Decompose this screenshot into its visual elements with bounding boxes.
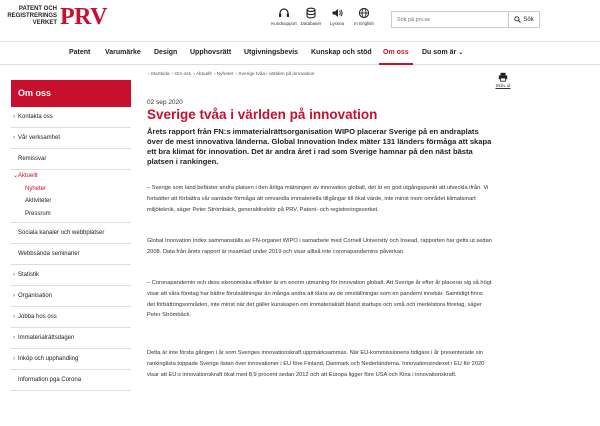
sidebar-item-organisation[interactable] xyxy=(11,286,131,307)
sidebar-item-information-corona[interactable] xyxy=(11,370,131,391)
article-paragraph: – Sverige som land befäster andra platsen i den årliga mätningen av innovation globalt, det är en god utgångspunkt att utveckla ifrån. Vi fortsätter att förbättra vår samlade förmåga att omvandla immateriella tillgångar till ökat värde, inte minst inom området klimatsmart miljöteknik, säger Peter Strömbäck, generaldirektör på PRV, Patent- och registreringsverket. xyxy=(147,185,489,213)
nav-varumarke[interactable]: Varumärke xyxy=(105,49,141,56)
chevron-right-icon: › xyxy=(13,293,15,299)
sidebar-subitem-aktiviteter[interactable]: Aktiviteter xyxy=(25,198,52,204)
chevron-right-icon: › xyxy=(13,314,15,320)
breadcrumb xyxy=(147,72,522,77)
nav-du-som-ar[interactable] xyxy=(422,42,463,64)
sidebar-item-inkop-och-upphandling[interactable] xyxy=(11,349,131,370)
sidebar-item-label: Organisation xyxy=(18,293,53,299)
sidebar-item-label: Statistik xyxy=(18,272,40,278)
nav-du-som-ar-label: Du som är xyxy=(422,49,457,56)
sidebar-item-label: Webbsända seminarier xyxy=(18,251,80,257)
sidebar-item-remissvar[interactable] xyxy=(11,149,131,170)
article-title: Sverige tvåa i världen på innovation xyxy=(147,107,378,122)
breadcrumb-chevron-icon: › xyxy=(171,72,174,77)
search-icon xyxy=(514,16,521,23)
kundsupport-label: Kundsupport xyxy=(271,21,297,26)
printer-icon xyxy=(498,72,508,82)
site-header xyxy=(0,0,600,40)
sidebar-item-kontakta-oss[interactable] xyxy=(11,107,131,128)
in-english-link[interactable] xyxy=(350,7,378,26)
nav-om-oss[interactable]: Om oss xyxy=(383,42,409,64)
sidebar-item-immaterialrattsdagen[interactable] xyxy=(11,328,131,349)
search-button-label: Sök xyxy=(523,16,534,23)
main-content xyxy=(147,72,522,77)
sidebar-item-aktuellt[interactable] xyxy=(11,170,131,183)
article-lead: Årets rapport från FN:s immaterialrättsorganisation WIPO placerar Sverige på en andraplats över de mest innovativa länderna. Global Innovation Index mäter 131 länders förmåga att skapa ett bra klimat för innovation. Det är andra året i rad som Sverige hamnar på den näst bästa platsen i rankingen. xyxy=(147,127,492,166)
sidebar-item-sociala-kanaler[interactable] xyxy=(11,223,131,244)
lyssna-label: Lyssna xyxy=(329,21,345,26)
print-label: Skriv ut xyxy=(495,83,511,88)
kundsupport-link[interactable] xyxy=(270,7,298,26)
sidebar-item-label: Jobba hos oss xyxy=(18,314,57,320)
search-button[interactable] xyxy=(508,11,540,28)
chevron-down-icon: ⌄ xyxy=(13,173,19,179)
headset-icon xyxy=(278,7,290,19)
sidebar-item-label: Vår verksamhet xyxy=(18,135,61,141)
database-icon xyxy=(305,7,317,19)
article-paragraph: – Coronapandemin och dess ekonomiska effekter är en enorm utmaning för innovation globalt. Att Sverige år efter år placerar sig så högt visar att våra företag har bättre förutsättningar än många andra att klara av de omställningar som en pandemi innebär. Samtidigt finns det förbättringsområden, inte minst när det gäller kunskapen om immaterialrätt bland startups och små och medelstora företag, säger Peter Strömbäck. xyxy=(147,280,492,319)
breadcrumb-om-oss[interactable]: Om oss xyxy=(174,72,192,77)
speaker-icon xyxy=(331,7,343,19)
chevron-right-icon: › xyxy=(13,356,15,362)
sidebar-item-label: Remissvar xyxy=(18,156,47,162)
databaser-link[interactable] xyxy=(297,7,325,26)
breadcrumb-chevron-icon: › xyxy=(148,72,150,77)
breadcrumb-aktuellt[interactable]: Aktuellt xyxy=(195,72,212,77)
main-navigation xyxy=(0,41,600,65)
prv-logo[interactable] xyxy=(3,6,107,28)
chevron-right-icon: › xyxy=(13,335,15,341)
search-input[interactable] xyxy=(391,11,508,28)
logo-line-3: VERKET xyxy=(32,20,57,26)
nav-upphovsratt[interactable]: Upphovsrätt xyxy=(190,49,232,56)
logo-line-1: PATENT OCH xyxy=(18,6,57,12)
sidebar-item-label: Information pga Corona xyxy=(18,377,82,383)
sidebar-item-label: Inköp och upphandling xyxy=(18,356,79,362)
breadcrumb-current: Sverige tvåa i världen på innovation xyxy=(238,72,315,77)
breadcrumb-chevron-icon: › xyxy=(193,72,195,77)
chevron-right-icon: › xyxy=(13,272,15,278)
print-button[interactable] xyxy=(493,72,513,88)
sidebar-item-label: Aktuellt xyxy=(18,173,38,179)
article-paragraph: Global Innovation Index sammanställs av FN-organet WIPO i samarbete med Cornell University och Insead, rapporten har getts ut sedan 2008. Data från årets rapport är insamlad under 2019 och visar alltså inte coronapandemins påverkan. xyxy=(147,238,492,255)
logo-text xyxy=(3,6,57,27)
globe-icon xyxy=(358,7,370,19)
sidebar-item-jobba-hos-oss[interactable] xyxy=(11,307,131,328)
sidebar-subitem-pressrum[interactable]: Pressrum xyxy=(11,207,131,223)
article-date: 02 sep 2020 xyxy=(147,99,183,106)
sidebar-item-label: Immaterialrättsdagen xyxy=(18,335,75,341)
sidebar-item-label: Kontakta oss xyxy=(18,114,53,120)
sidebar-item-statistik[interactable] xyxy=(11,265,131,286)
chevron-right-icon: › xyxy=(13,135,15,141)
sidebar xyxy=(11,80,131,391)
logo-mark: PRV xyxy=(60,4,107,30)
article-paragraph: Detta är inte första gången i år som Sveriges innovationskraft uppmärksammas. När EU-kommissionens tidigare i år presenterade sin rankinglista toppade Sverige listan över innovationer i EU före Finland, Danmark och Nederländerna. Innovationsindexet i EU för 2020 visar att EU:s innovationskraft ökat med 8,9 procent sedan 2012 och att Europa ligger före USA och Kina i innovationskraft. xyxy=(147,350,485,378)
sidebar-subitem-nyheter[interactable]: Nyheter xyxy=(25,186,47,192)
nav-patent[interactable]: Patent xyxy=(69,49,91,56)
breadcrumb-startsida[interactable]: Startsida xyxy=(150,72,170,77)
databaser-label: Databaser xyxy=(300,21,322,26)
nav-design[interactable]: Design xyxy=(154,49,178,56)
sidebar-heading[interactable]: Om oss xyxy=(11,80,131,107)
breadcrumb-chevron-icon: › xyxy=(214,72,216,77)
sidebar-item-webbsanda-seminarier[interactable] xyxy=(11,244,131,265)
in-english-label: In English xyxy=(354,21,374,26)
chevron-down-icon: ⌄ xyxy=(458,50,464,56)
breadcrumb-chevron-icon: › xyxy=(235,72,238,77)
chevron-right-icon: › xyxy=(13,114,15,120)
nav-kunskap-och-stod[interactable]: Kunskap och stöd xyxy=(311,49,372,56)
sidebar-item-label: Sociala kanaler och webbplatser xyxy=(18,230,105,236)
lyssna-link[interactable] xyxy=(323,7,351,26)
breadcrumb-nyheter[interactable]: Nyheter xyxy=(216,72,234,77)
nav-utgivningsbevis[interactable]: Utgivningsbevis xyxy=(244,49,299,56)
sidebar-item-var-verksamhet[interactable] xyxy=(11,128,131,149)
logo-line-2: REGISTRERINGS xyxy=(7,13,57,19)
